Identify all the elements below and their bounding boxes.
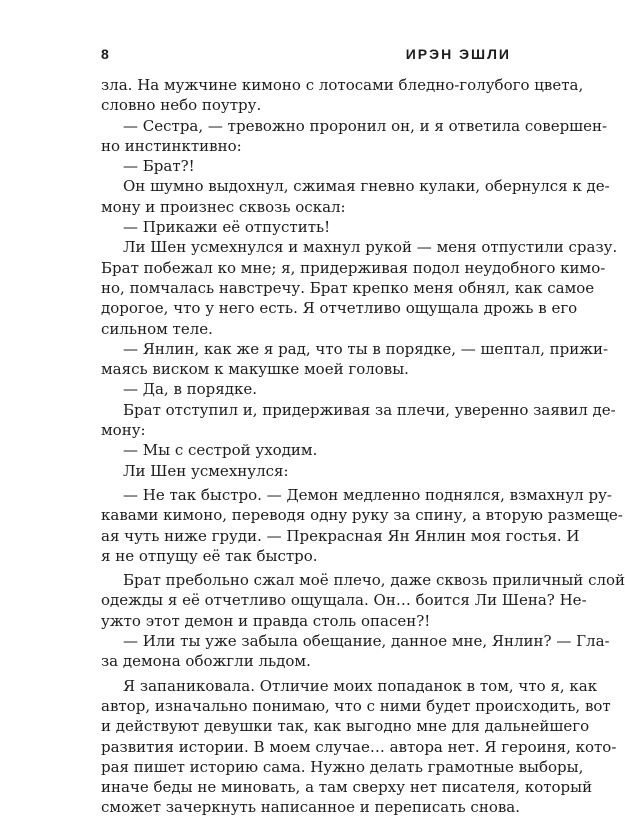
text-line: развития истории. В моем случае… автора нет. Я героиня, кото- (101, 737, 617, 756)
text-line: — Брат?! (123, 157, 195, 176)
text-line: Ли Шен усмехнулся и махнул рукой — меня отпустили сразу. (123, 238, 618, 257)
text-line: но инстинктивно: (101, 136, 242, 155)
text-line: ужто этот демон и правда столь опасен?! (101, 611, 431, 630)
text-line: за демона обожгли льдом. (101, 652, 311, 671)
page-number: 8 (101, 46, 109, 62)
text-line: словно небо поутру. (101, 96, 262, 115)
text-line: Я запаниковала. Отличие моих попаданок в том, что я, как (123, 676, 598, 695)
text-line: — Янлин, как же я рад, что ты в порядке, — шептал, прижи- (123, 339, 609, 358)
text-line: сильном теле. (101, 319, 213, 338)
text-line: — Или ты уже забыла обещание, данное мне, Янлин? — Гла- (123, 632, 610, 651)
text-line: ая чуть ниже груди. — Прекрасная Ян Янлин моя гостья. И (101, 526, 580, 545)
text-line: автор, изначально понимаю, что с ними будет происходить, вот (101, 696, 611, 715)
text-line: Брат побежал ко мне; я, придерживая подол неудобного кимо- (101, 258, 606, 277)
text-line: — Да, в порядке. (123, 380, 258, 399)
text-line: Он шумно выдохнул, сжимая гневно кулаки, обернулся к де- (123, 177, 610, 196)
text-line: и действуют девушки так, как выгодно мне для дальнейшего (101, 717, 590, 736)
text-line: сможет зачеркнуть написанное и переписать снова. (101, 798, 521, 817)
text-line: Брат пребольно сжал моё плечо, даже сквозь приличный слой (123, 571, 625, 590)
text-line: Брат отступил и, придерживая за плечи, уверенно заявил де- (123, 400, 616, 419)
text-line: дорогое, что у него есть. Я отчетливо ощущала дрожь в его (101, 299, 578, 318)
text-line: маясь виском к макушке моей головы. (101, 360, 409, 379)
text-line: — Прикажи её отпустить! (123, 218, 331, 237)
text-line: мону и произнес сквозь оскал: (101, 197, 346, 216)
text-block (101, 75, 625, 818)
text-line: мону: (101, 421, 146, 440)
text-line: зла. На мужчине кимоно с лотосами бледно-голубого цвета, (101, 76, 584, 94)
text-line: иначе беды не миновать, а там сверху нет писателя, который (101, 778, 593, 797)
text-line: — Мы с сестрой уходим. (123, 441, 318, 460)
text-line: я не отпущу её так быстро. (101, 546, 318, 565)
text-line: одежды я её отчетливо ощущала. Он… боится Ли Шена? Не- (101, 591, 587, 610)
text-line: но, помчалась навстречу. Брат крепко меня обнял, как самое (101, 278, 595, 297)
text-line: рая пишет историю сама. Нужно делать грамотные выборы, (101, 757, 584, 776)
running-head: ИРЭН ЭШЛИ (405, 46, 511, 62)
text-line: Ли Шен усмехнулся: (123, 461, 289, 480)
text-line: — Не так быстро. — Демон медленно поднялся, взмахнул ру- (123, 485, 612, 504)
text-line: — Сестра, — тревожно проронил он, и я ответила совершен- (123, 116, 608, 135)
text-line: кавами кимоно, переводя одну руку за спину, а вторую размеще- (101, 506, 623, 525)
